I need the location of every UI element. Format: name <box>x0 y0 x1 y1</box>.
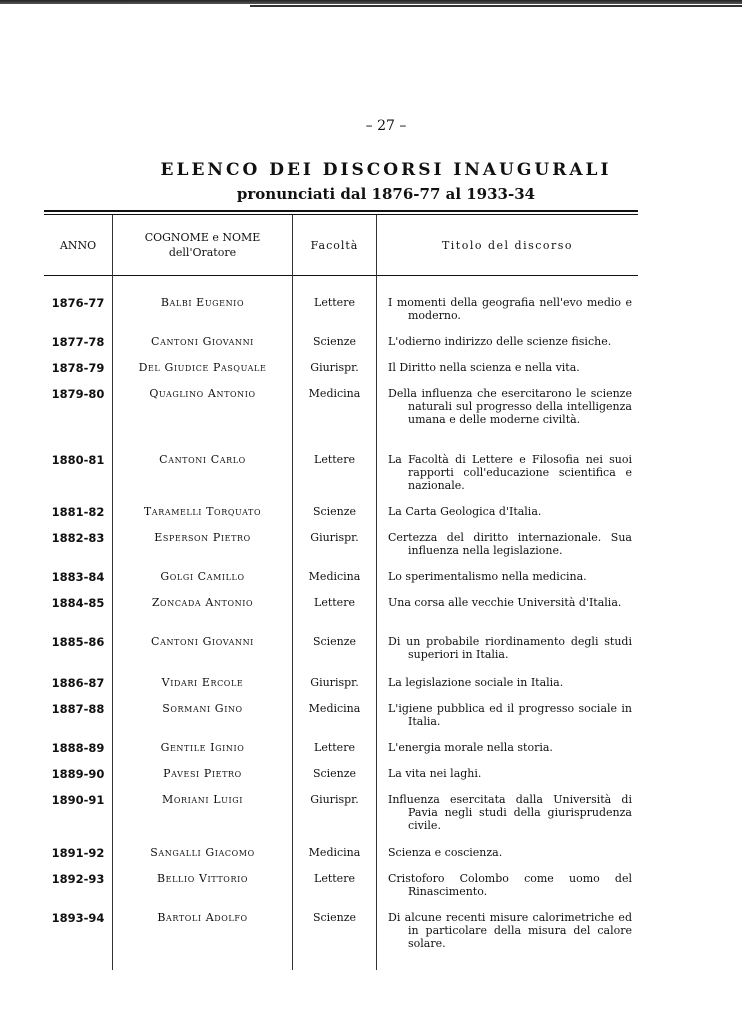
row-title <box>388 570 632 583</box>
row-name: Pavesi Pietro <box>163 767 242 780</box>
header-anno: ANNO <box>59 238 97 252</box>
row-name: Esperson Pietro <box>154 531 251 544</box>
row-name: Del Giudice Pasquale <box>138 361 267 374</box>
header-facolta: Facoltà <box>310 238 359 252</box>
row-faculty: Lettere <box>314 296 355 309</box>
row-faculty: Giurispr. <box>310 676 359 689</box>
table-header-rule <box>44 275 638 276</box>
row-title-text: I momenti della geografia nell'evo medio e moderno. <box>388 296 632 322</box>
row-faculty: Lettere <box>314 596 355 609</box>
row-title-text: Di alcune recenti misure calorimetriche ed in particolare della misura del calore solare. <box>388 911 632 950</box>
row-title <box>388 676 632 689</box>
row-title <box>388 335 632 348</box>
header-nome-line2: dell'Oratore <box>168 246 237 259</box>
row-faculty: Scienze <box>312 767 357 780</box>
column-divider <box>376 215 377 970</box>
row-title-text: Scienza e coscienza. <box>388 846 503 859</box>
row-title <box>388 505 632 518</box>
row-title-text: Influenza esercitata dalla Università di Pavia negli studi della giurisprudenza civile. <box>388 793 632 832</box>
row-name: Golgi Camillo <box>160 570 245 583</box>
row-year: 1888-89 <box>51 741 105 755</box>
header-nome-line1: COGNOME e NOME <box>144 231 261 244</box>
row-title-text: La Carta Geologica d'Italia. <box>388 505 542 518</box>
top-edge-rule-2 <box>250 5 742 7</box>
row-title <box>388 872 632 898</box>
row-title <box>388 846 632 859</box>
row-year: 1886-87 <box>51 676 105 690</box>
row-title-text: La legislazione sociale in Italia. <box>388 676 564 689</box>
row-year: 1890-91 <box>51 793 105 807</box>
row-name: Cantoni Giovanni <box>151 635 254 648</box>
row-faculty: Lettere <box>314 741 355 754</box>
page-subtitle: pronunciati dal 1876-77 al 1933-34 <box>236 185 536 203</box>
row-year: 1885-86 <box>51 635 105 649</box>
row-name: Quaglino Antonio <box>149 387 256 400</box>
row-title <box>388 387 632 426</box>
row-title <box>388 596 632 609</box>
row-name: Cantoni Giovanni <box>151 335 254 348</box>
row-name: Balbi Eugenio <box>160 296 245 309</box>
row-faculty: Scienze <box>312 635 357 648</box>
row-name: Vidari Ercole <box>161 676 244 689</box>
row-title-text: Cristoforo Colombo come uomo del Rinascimento. <box>388 872 632 898</box>
row-name: Moriani Luigi <box>162 793 243 806</box>
row-title <box>388 741 632 754</box>
row-faculty: Scienze <box>312 505 357 518</box>
row-title <box>388 361 632 374</box>
row-faculty: Giurispr. <box>310 361 359 374</box>
row-name: Gentile Iginio <box>160 741 245 754</box>
row-year: 1884-85 <box>51 596 105 610</box>
row-title-text: Di un probabile riordinamento degli studi superiori in Italia. <box>388 635 632 661</box>
row-title-text: Lo sperimentalismo nella medicina. <box>388 570 587 583</box>
row-title <box>388 296 632 322</box>
row-title <box>388 531 632 557</box>
row-year: 1893-94 <box>51 911 105 925</box>
row-name: Bartoli Adolfo <box>157 911 248 924</box>
row-faculty: Lettere <box>314 453 355 466</box>
row-year: 1883-84 <box>51 570 105 584</box>
row-faculty: Medicina <box>308 846 361 859</box>
page-number: – 27 – <box>365 118 407 134</box>
row-faculty: Giurispr. <box>310 793 359 806</box>
row-title-text: La Facoltà di Lettere e Filosofia nei suoi rapporti coll'educazione scientifica e nazionale. <box>388 453 632 492</box>
row-year: 1892-93 <box>51 872 105 886</box>
row-title <box>388 767 632 780</box>
row-title-text: La vita nei laghi. <box>388 767 482 780</box>
row-title-text: Il Diritto nella scienza e nella vita. <box>388 361 580 374</box>
top-edge-rule <box>0 0 742 4</box>
row-year: 1882-83 <box>51 531 105 545</box>
page-title: ELENCO DEI DISCORSI INAUGURALI <box>160 160 612 180</box>
row-title <box>388 793 632 832</box>
row-faculty: Scienze <box>312 335 357 348</box>
row-name: Zoncada Antonio <box>151 596 254 609</box>
row-faculty: Medicina <box>308 702 361 715</box>
row-title-text: Certezza del diritto internazionale. Sua influenza nella legislazione. <box>388 531 632 557</box>
header-nome <box>113 216 292 274</box>
row-title-text: L'odierno indirizzo delle scienze fisiche. <box>388 335 612 348</box>
row-faculty: Medicina <box>308 387 361 400</box>
row-title <box>388 635 632 661</box>
row-title <box>388 702 632 728</box>
row-faculty: Medicina <box>308 570 361 583</box>
row-title <box>388 911 632 950</box>
row-faculty: Lettere <box>314 872 355 885</box>
row-year: 1891-92 <box>51 846 105 860</box>
table-top-rule-thin <box>44 214 638 215</box>
row-faculty: Scienze <box>312 911 357 924</box>
header-titolo: Titolo del discorso <box>441 238 574 252</box>
table-top-rule <box>44 210 638 212</box>
row-year: 1880-81 <box>51 453 105 467</box>
row-year: 1877-78 <box>51 335 105 349</box>
row-faculty: Giurispr. <box>310 531 359 544</box>
row-title-text: Della influenza che esercitarono le scienze naturali sul progresso della intelligenza umana e delle moderne civiltà. <box>388 387 632 426</box>
row-year: 1879-80 <box>51 387 105 401</box>
row-name: Sangalli Giacomo <box>150 846 255 859</box>
row-title-text: L'igiene pubblica ed il progresso sociale in Italia. <box>388 702 632 728</box>
row-year: 1889-90 <box>51 767 105 781</box>
row-title-text: Una corsa alle vecchie Università d'Italia. <box>388 596 622 609</box>
row-name: Taramelli Torquato <box>143 505 262 518</box>
row-year: 1878-79 <box>51 361 105 375</box>
row-name: Sormani Gino <box>162 702 243 715</box>
row-name: Cantoni Carlo <box>159 453 246 466</box>
row-year: 1876-77 <box>51 296 105 310</box>
row-year: 1881-82 <box>51 505 105 519</box>
row-name: Bellio Vittorio <box>157 872 248 885</box>
row-title-text: L'energia morale nella storia. <box>388 741 553 754</box>
row-year: 1887-88 <box>51 702 105 716</box>
row-title <box>388 453 632 492</box>
